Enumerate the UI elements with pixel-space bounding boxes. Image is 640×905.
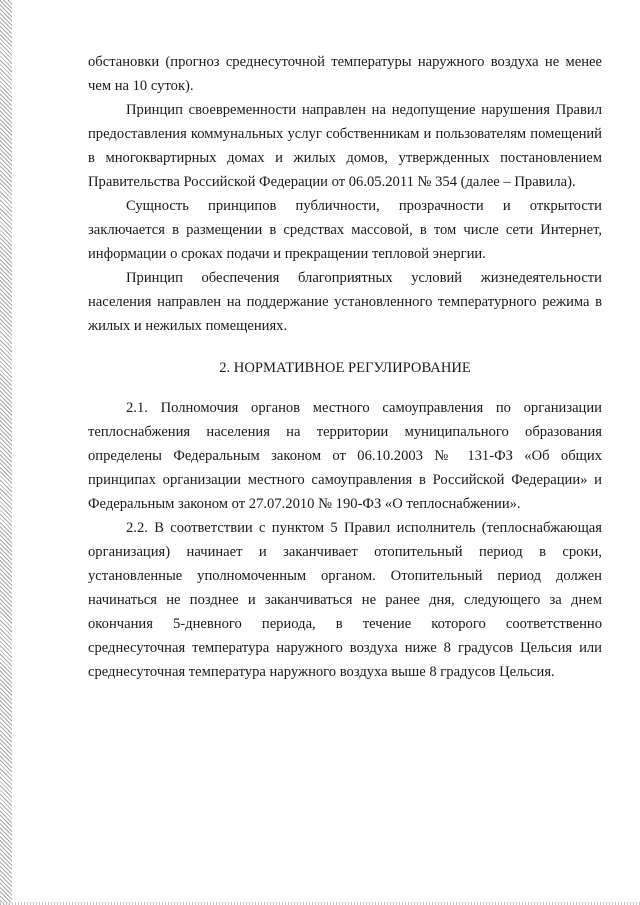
paragraph-2-2: 2.2. В соответствии с пунктом 5 Правил исполнитель (теплоснабжающая организация) начинает и заканчивает отопительный период в сроки, установленные уполномоченным органом. Отопительный период должен начинаться не позднее и заканчиваться не ранее дня, следующего за днем окончания 5-дневного периода, в течение которого соответственно среднесуточная температура наружного воздуха ниже 8 градусов Цельсия или среднесуточная температура наружного воздуха выше 8 градусов Цельсия.	[88, 520, 602, 680]
paragraph-continuation: обстановки (прогноз среднесуточной температуры наружного воздуха не менее чем на 10 суток).	[88, 54, 602, 94]
paragraph-living-conditions-principle: Принцип обеспечения благоприятных условий жизнедеятельности населения направлен на поддержание установленного температурного режима в жилых и нежилых помещениях.	[88, 270, 602, 334]
scan-binding-edge	[0, 0, 12, 905]
section-heading: 2. НОРМАТИВНОЕ РЕГУЛИРОВАНИЕ	[219, 360, 471, 376]
paragraph-2-1: 2.1. Полномочия органов местного самоуправления по организации теплоснабжения населения на территории муниципального образования определены Федеральным законом от 06.10.2003 № 131-ФЗ «Об общих принципах организации местного самоуправления в Российской Федерации» и Федеральным законом от 27.07.2010 № 190-ФЗ «О теплоснабжении».	[88, 400, 602, 512]
paragraph-publicity-principle: Сущность принципов публичности, прозрачности и открытости заключается в размещении в средствах массовой, в том числе сети Интернет, информации о сроках подачи и прекращении тепловой энергии.	[88, 198, 602, 262]
document-page	[88, 50, 602, 684]
paragraph-timeliness-principle: Принцип своевременности направлен на недопущение нарушения Правил предоставления коммунальных услуг собственникам и пользователям помещений в многоквартирных домах и жилых домов, утвержденных постановлением Правительства Российской Федерации от 06.05.2011 № 354 (далее – Правила).	[88, 102, 602, 190]
